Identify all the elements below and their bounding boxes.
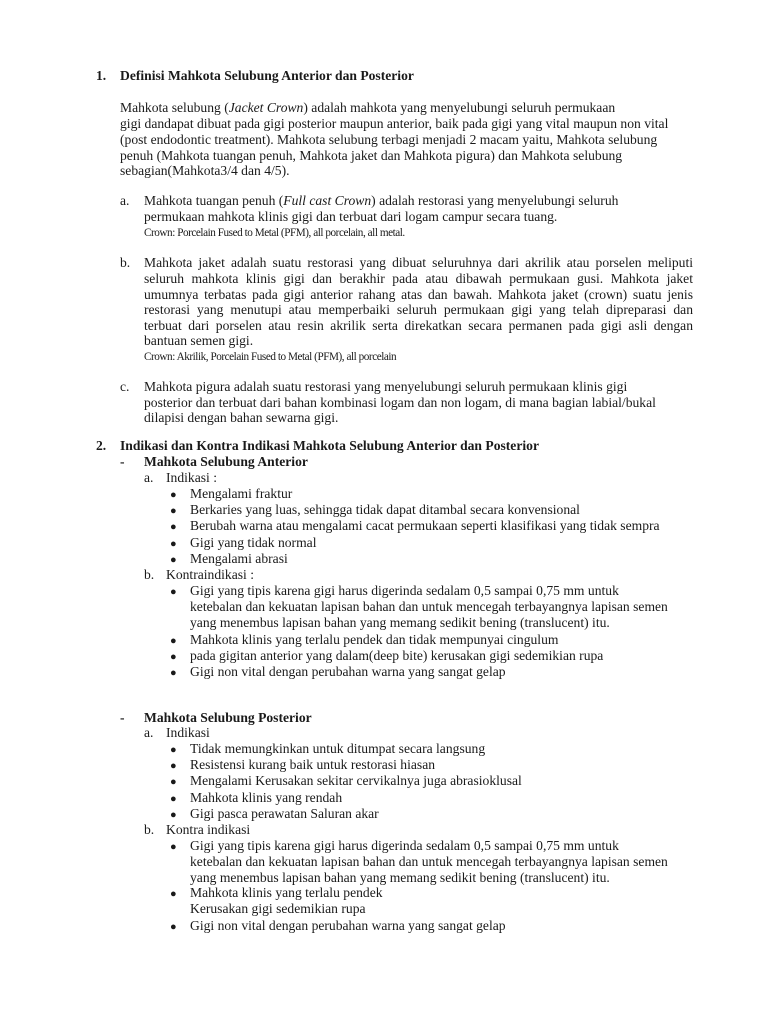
indikasi-label: Indikasi : <box>166 470 217 485</box>
paragraph-line: sebagian(Mahkota3/4 dan 4/5). <box>120 163 290 178</box>
posterior-title: Mahkota Selubung Posterior <box>144 710 312 725</box>
item-line: restorasi yang menutupi atau memperbaiki seluruh permukaan gigi yang telah dipreparasi dan <box>144 302 693 317</box>
section-1-heading: Definisi Mahkota Selubung Anterior dan Posterior <box>120 68 414 83</box>
dash-marker: - <box>120 454 125 469</box>
paragraph-line: gigi dandapat dibuat pada gigi posterior maupun anterior, baik pada gigi yang vital maupun non vital <box>120 116 669 131</box>
bullet: ● <box>170 505 177 517</box>
bullet: ● <box>170 841 177 853</box>
list-item: ketebalan dan kekuatan lapisan bahan dan untuk mencegah terbayangnya lapisan semen <box>190 854 668 869</box>
section-2-number: 2. <box>96 438 107 453</box>
list-item: ketebalan dan kekuatan lapisan bahan dan untuk mencegah terbayangnya lapisan semen <box>190 599 668 614</box>
bullet: ● <box>170 760 177 772</box>
item-line: dilapisi dengan bahan sewarna gigi. <box>144 410 339 425</box>
item-line: posterior dan terbuat dari bahan kombinasi logam dan non logam, di mana bagian labial/bukal <box>144 395 656 410</box>
bullet: ● <box>170 793 177 805</box>
kontraindikasi-label: Kontraindikasi : <box>166 567 254 582</box>
sub-marker: a. <box>144 470 154 485</box>
list-item: Tidak memungkinkan untuk ditumpat secara langsung <box>190 741 486 756</box>
list-item: Gigi yang tipis karena gigi harus digerinda sedalam 0,5 sampai 0,75 mm untuk <box>190 838 619 853</box>
indikasi-label: Indikasi <box>166 725 210 740</box>
sub-marker: b. <box>144 567 155 582</box>
paragraph-line: Mahkota selubung (Jacket Crown) adalah mahkota yang menyelubungi seluruh permukaan <box>120 100 616 115</box>
list-item: Mahkota klinis yang terlalu pendek <box>190 885 383 900</box>
bullet: ● <box>170 554 177 566</box>
list-item: yang menembus lapisan bahan yang memang sedikit bening (translucent) itu. <box>190 870 610 885</box>
bullet: ● <box>170 635 177 647</box>
bullet: ● <box>170 586 177 598</box>
bullet: ● <box>170 667 177 679</box>
list-item: Gigi pasca perawatan Saluran akar <box>190 806 379 821</box>
list-item: Gigi yang tipis karena gigi harus digerinda sedalam 0,5 sampai 0,75 mm untuk <box>190 583 619 598</box>
item-line: Mahkota pigura adalah suatu restorasi yang menyelubungi seluruh permukaan klinis gigi <box>144 379 628 394</box>
item-line: terbuat dari porselen atau resin akrilik serta direkatkan secara permanen pada gigi asli dengan <box>144 318 693 333</box>
list-item: Resistensi kurang baik untuk restorasi hiasan <box>190 757 436 772</box>
list-item: Berubah warna atau mengalami cacat permukaan seperti klasifikasi yang tidak sempra <box>190 518 660 533</box>
item-marker: c. <box>120 379 130 394</box>
bullet: ● <box>170 888 177 900</box>
bullet: ● <box>170 921 177 933</box>
item-line: Mahkota tuangan penuh (Full cast Crown) adalah restorasi yang menyelubungi seluruh <box>144 193 619 208</box>
paragraph-line: penuh (Mahkota tuangan penuh, Mahkota jaket dan Mahkota pigura) dan Mahkota selubung <box>120 148 623 163</box>
bullet: ● <box>170 651 177 663</box>
sub-marker: b. <box>144 822 155 837</box>
list-item: Mahkota klinis yang terlalu pendek dan tidak mempunyai cingulum <box>190 632 559 647</box>
list-item: Gigi yang tidak normal <box>190 535 317 550</box>
item-line: bantuan semen gigi. <box>144 333 254 348</box>
list-item: Berkaries yang luas, sehingga tidak dapat ditambal secara konvensional <box>190 502 580 517</box>
crown-types: Crown: Porcelain Fused to Metal (PFM), all porcelain, all metal. <box>144 227 405 239</box>
bullet: ● <box>170 538 177 550</box>
kontraindikasi-label: Kontra indikasi <box>166 822 251 837</box>
item-line: seluruh mahkota klinis gigi dan berakhir pada atau dibawah permukaan gusi. Mahkota jaket <box>144 271 693 286</box>
sub-marker: a. <box>144 725 154 740</box>
bullet: ● <box>170 521 177 533</box>
list-item: yang menembus lapisan bahan yang memang sedikit bening (translucent) itu. <box>190 615 610 630</box>
bullet: ● <box>170 744 177 756</box>
section-1-number: 1. <box>96 68 107 83</box>
item-line: permukaan mahkota klinis gigi dan terbuat dari logam campur secara tuang. <box>144 209 558 224</box>
list-item: pada gigitan anterior yang dalam(deep bite) kerusakan gigi sedemikian rupa <box>190 648 604 663</box>
list-item: Kerusakan gigi sedemikian rupa <box>190 901 366 916</box>
item-line: umumnya terbatas pada gigi anterior rahang atas dan bawah. Mahkota jaket (crown) suatu jenis <box>144 287 693 302</box>
bullet: ● <box>170 809 177 821</box>
list-item: Mengalami abrasi <box>190 551 288 566</box>
item-marker: a. <box>120 193 130 208</box>
item-marker: b. <box>120 255 131 270</box>
paragraph-line: (post endodontic treatment). Mahkota selubung terbagi menjadi 2 macam yaitu, Mahkota selubung <box>120 132 658 147</box>
list-item: Mengalami Kerusakan sekitar cervikalnya juga abrasioklusal <box>190 773 522 788</box>
list-item: Gigi non vital dengan perubahan warna yang sangat gelap <box>190 918 506 933</box>
crown-types: Crown: Akrilik, Porcelain Fused to Metal (PFM), all porcelain <box>144 351 397 363</box>
dash-marker: - <box>120 710 125 725</box>
list-item: Gigi non vital dengan perubahan warna yang sangat gelap <box>190 664 506 679</box>
section-2-heading: Indikasi dan Kontra Indikasi Mahkota Selubung Anterior dan Posterior <box>120 438 539 453</box>
list-item: Mahkota klinis yang rendah <box>190 790 343 805</box>
bullet: ● <box>170 489 177 501</box>
anterior-title: Mahkota Selubung Anterior <box>144 454 308 469</box>
list-item: Mengalami fraktur <box>190 486 293 501</box>
item-line: Mahkota jaket adalah suatu restorasi yang dibuat seluruhnya dari akrilik atau porselen meliputi <box>144 255 693 270</box>
bullet: ● <box>170 776 177 788</box>
